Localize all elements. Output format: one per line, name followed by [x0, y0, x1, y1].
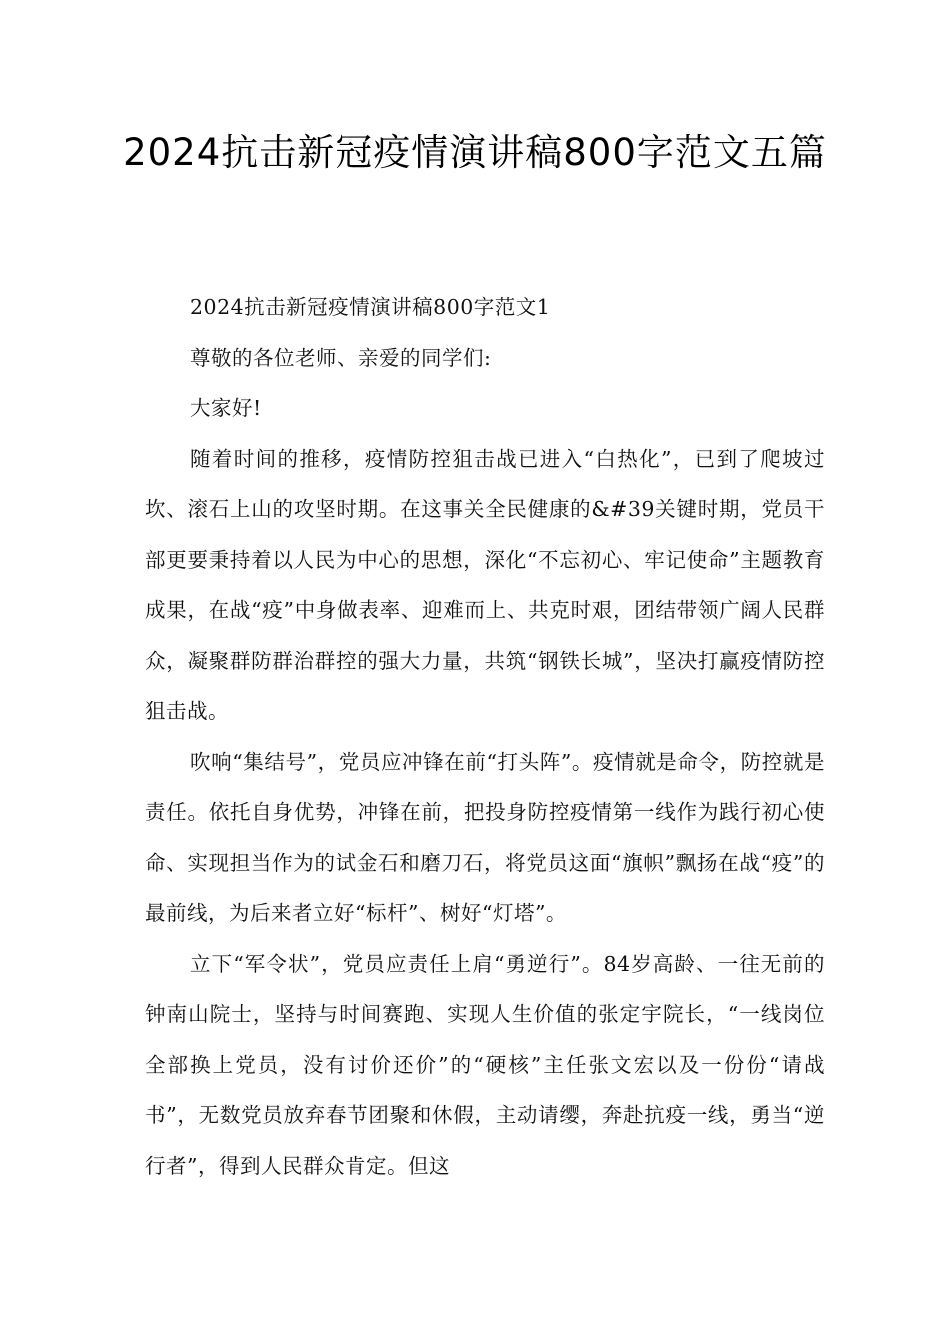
paragraph: 立下“军令状”，党员应责任上肩“勇逆行”。84岁高龄、一往无前的钟南山院士，坚持与时间赛跑、实现人生价值的张定宇院长，“一线岗位全部换上党员，没有讨价还价”的“硬核”主任张文宏以及一份份“请战书”，无数党员放弃春节团聚和休假，主动请缨，奔赴抗疫一线，勇当“逆行者”，得到人民群众肯定。但这 — [145, 951, 825, 1178]
paragraph: 随着时间的推移，疫情防控狙击战已进入“白热化”，已到了爬坡过坎、滚石上山的攻坚时期。在这事关全民健康的&#39关键时期，党员干部更要秉持着以人民为中心的思想，深化“不忘初心、牢记使命”主题教育成果，在战“疫”中身做表率、迎难而上、共克时艰，团结带领广阔人民群众，凝聚群防群治群控的强大力量，共筑“钢铁长城”，坚决打赢疫情防控狙击战。 — [145, 446, 825, 723]
paragraph-salutation: 尊敬的各位老师、亲爱的同学们: — [190, 345, 492, 370]
document-title: 2024抗击新冠疫情演讲稿800字范文五篇 — [123, 131, 827, 174]
paragraph-heading: 2024抗击新冠疫情演讲稿800字范文1 — [190, 295, 551, 319]
document-body — [145, 282, 825, 1191]
paragraph: 吹响“集结号”，党员应冲锋在前“打头阵”。疫情就是命令，防控就是责任。依托自身优势，冲锋在前，把投身防控疫情第一线作为践行初心使命、实现担当作为的试金石和磨刀石，将党员这面“旗帜”飘扬在战“疫”的最前线，为后来者立好“标杆”、树好“灯塔”。 — [145, 749, 825, 925]
paragraph-greeting: 大家好! — [190, 396, 262, 420]
